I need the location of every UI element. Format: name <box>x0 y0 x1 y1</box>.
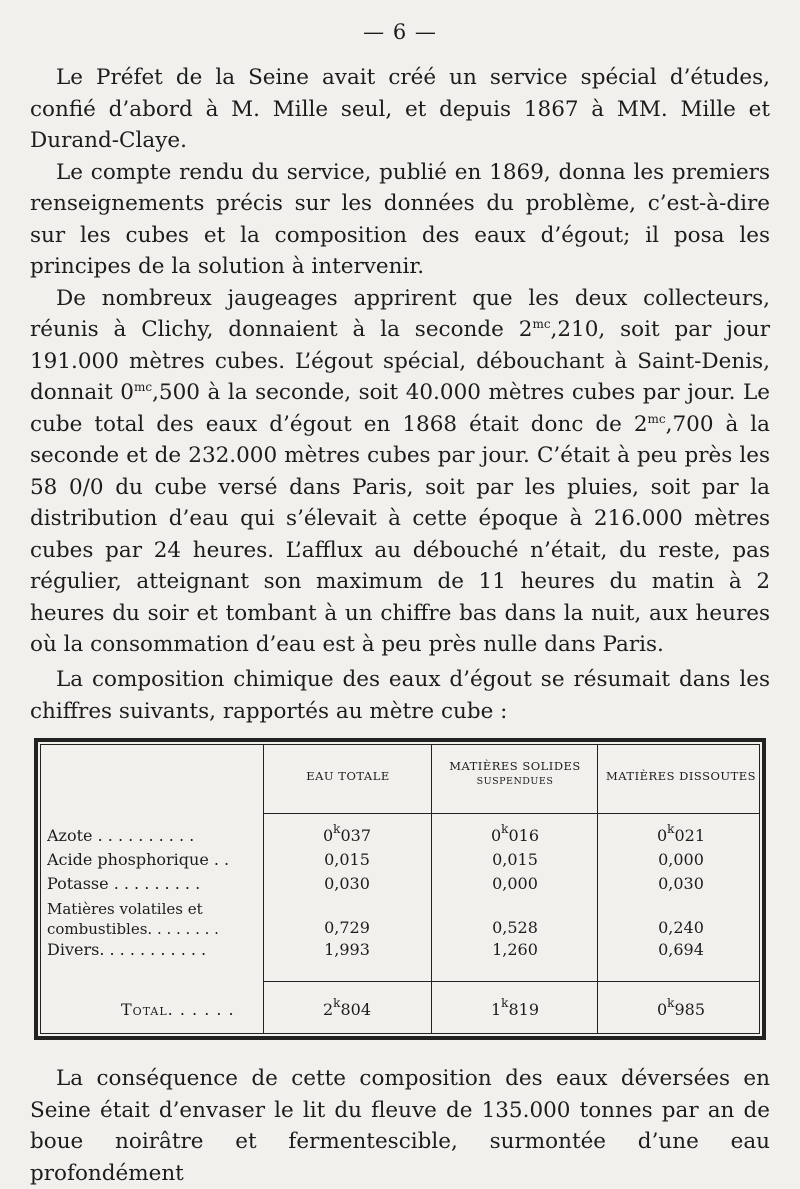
table-intro <box>30 664 770 727</box>
total-label: Total. . . . . . <box>121 1001 235 1019</box>
cell-dissoutes: 0,000 <box>658 850 704 869</box>
cell-dissoutes: 0$^k$021 <box>656 822 705 845</box>
header-divider <box>263 813 759 814</box>
column-divider <box>431 745 432 1033</box>
cell-solides: 0,528 <box>492 918 538 937</box>
row-label-acide-phosphorique: Acide phosphorique . . <box>47 851 230 869</box>
table-inner <box>40 744 760 1034</box>
total-dissoutes: 0$^k$985 <box>656 996 705 1019</box>
row-label-azote: Azote . . . . . . . . . . <box>47 827 195 845</box>
conclusion-text <box>30 1063 770 1189</box>
body-text <box>30 62 770 661</box>
total-solides: 1$^k$819 <box>490 996 539 1019</box>
cell-eau-totale: 1,993 <box>324 940 370 959</box>
header-matieres-solides-main: MATIÈRES SOLIDES <box>449 759 581 773</box>
header-matieres-solides-sub: SUSPENDUES <box>476 776 554 787</box>
paragraph: La conséquence de cette composition des eaux déversées en Seine était d’envaser le lit du fleuve de 135.000 tonnes par an de boue noirâtre et fermentescible, surmontée d’une eau profondément <box>30 1066 770 1186</box>
cell-solides: 0,000 <box>492 874 538 893</box>
composition-table <box>34 738 766 1040</box>
cell-eau-totale: 0,015 <box>324 850 370 869</box>
cell-dissoutes: 0,030 <box>658 874 704 893</box>
cell-dissoutes: 0,694 <box>658 940 704 959</box>
page-number: — 6 — <box>363 20 437 44</box>
total-divider <box>263 981 759 982</box>
cell-eau-totale: 0,729 <box>324 918 370 937</box>
header-matieres-dissoutes: MATIÈRES DISSOUTES <box>605 769 757 783</box>
cell-solides: 1,260 <box>492 940 538 959</box>
paragraph: Le compte rendu du service, publié en 1869, donna les premiers renseignements précis sur les données du problème, c’est-à-dire sur les cubes et la composition des eaux d’égout; il posa les principes de la solution à intervenir. <box>30 159 770 279</box>
row-label-divers: Divers. . . . . . . . . . . <box>47 941 207 959</box>
paragraph: De nombreux jaugeages apprirent que les deux collecteurs, réunis à Clichy, donnaient à la seconde $2^{mc},210$, soit par jour 191.000 mètres cubes. L’égout spécial, débouchant à Saint-Denis, donnait $0^{mc},500$ à la seconde, soit 40.000 mètres cubes par jour. Le cube total des eaux d’égout en 1868 était donc de $2^{mc},700$ à la seconde et de 232.000 mètres cubes par jour. C’était à peu près les 58 0/0 du cube versé dans Paris, soit par les pluies, soit par la distribution d’eau qui s’élevait à cette époque à 216.000 mètres cubes par 24 heures. L’afflux au débouché n’était, du reste, pas régulier, atteignant son maximum de 11 heures du matin à 2 heures du soir et tombant à un chiffre bas dans la nuit, aux heures où la consommation d’eau est à peu près nulle dans Paris. <box>30 285 771 657</box>
cell-eau-totale: 0,030 <box>324 874 370 893</box>
row-label-potasse: Potasse . . . . . . . . . <box>47 875 201 893</box>
cell-solides: 0$^k$016 <box>490 822 539 845</box>
paragraph: La composition chimique des eaux d’égout se résumait dans les chiffres suivants, rapportés au mètre cube : <box>30 667 770 724</box>
column-divider <box>597 745 598 1033</box>
paragraph: Le Préfet de la Seine avait créé un service spécial d’études, confié d’abord à M. Mille seul, et depuis 1867 à MM. Mille et Durand-Claye. <box>30 65 770 153</box>
header-matieres-solides <box>433 759 597 789</box>
total-eau-totale: 2$^k$804 <box>322 996 371 1019</box>
row-label-matieres-volatiles: Matières volatiles et combustibles. . . . . . . . <box>47 900 219 938</box>
header-eau-totale: EAU TOTALE <box>306 769 390 783</box>
cell-solides: 0,015 <box>492 850 538 869</box>
cell-dissoutes: 0,240 <box>658 918 704 937</box>
cell-eau-totale: 0$^k$037 <box>322 822 371 845</box>
